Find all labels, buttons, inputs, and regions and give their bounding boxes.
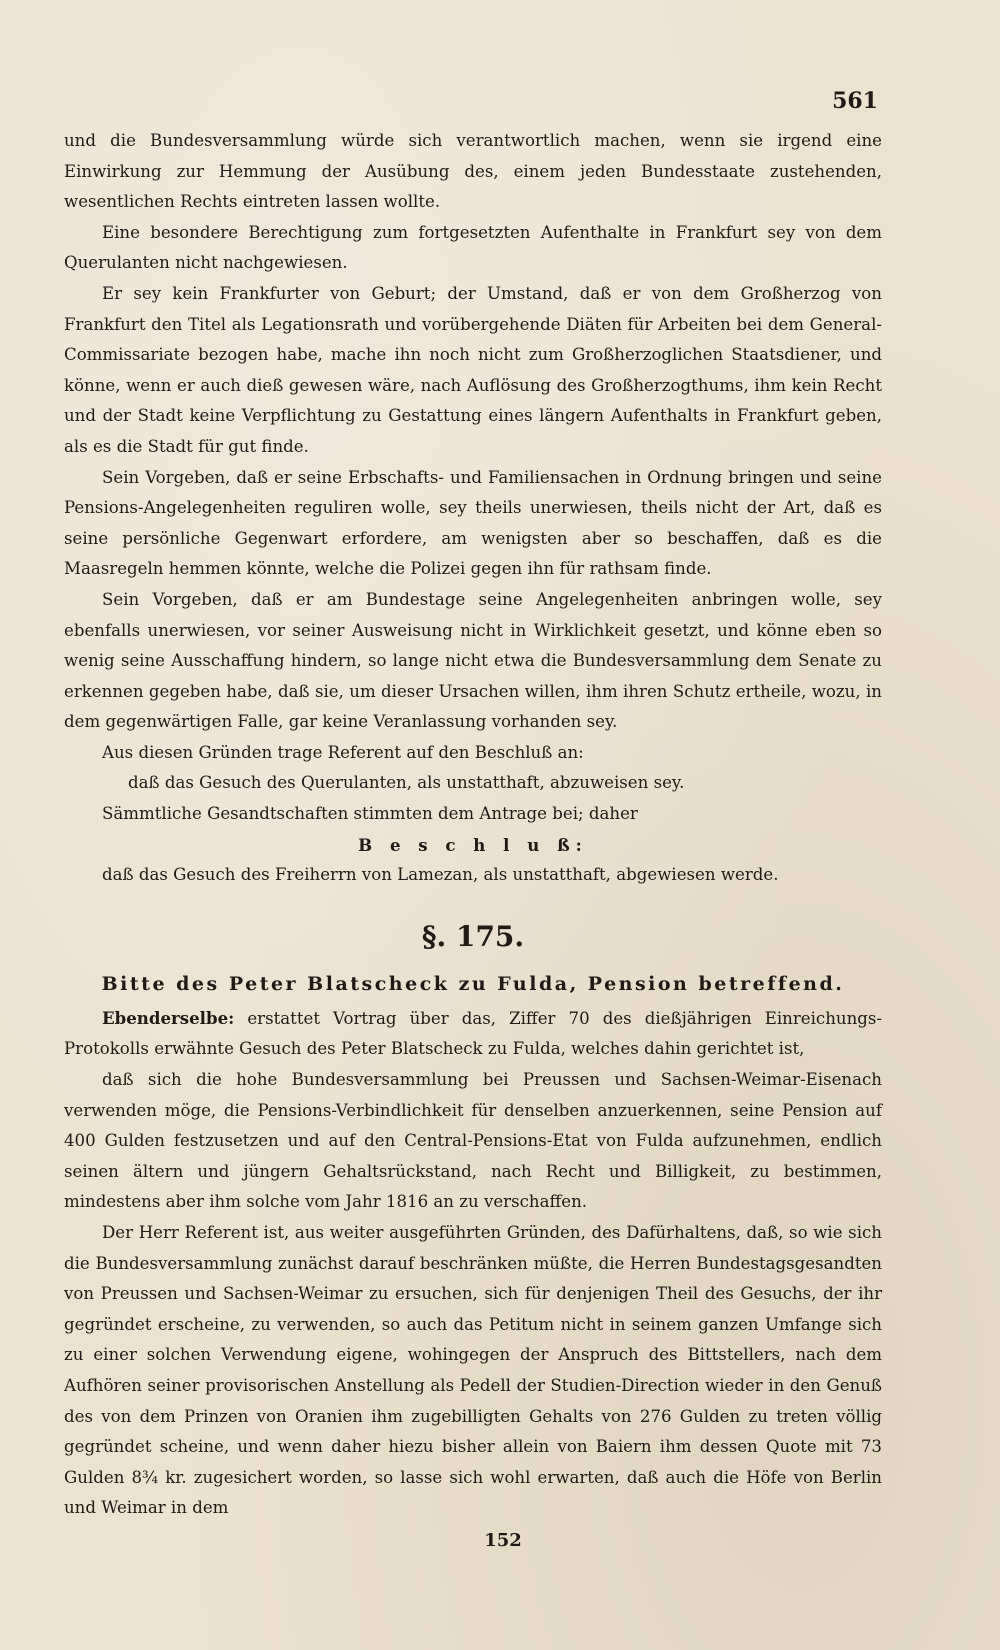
paragraph-text: erstattet Vortrag über das, Ziffer 70 des dießjährigen Einreichungs-Protokolls erwähnte Gesuch des Peter Blatscheck zu Fulda, welches dahin gerichtet ist,: [64, 1008, 882, 1059]
signature-mark: 152: [484, 1529, 522, 1551]
paragraph: Eine besondere Berechtigung zum fortgesetzten Aufenthalte in Frankfurt sey von dem Querulanten nicht nachgewiesen.: [64, 222, 882, 273]
paragraph: [64, 1003, 882, 1065]
paragraph: Sein Vorgeben, daß er seine Erbschafts- und Familiensachen in Ordnung bringen und seine Pensions-Angelegenheiten reguliren wolle, sey theils unerwiesen, theils nicht der Art, daß es seine persönliche Gegenwart erfordere, am wenigsten aber so beschaffen, daß es die Maasregeln hemmen könnte, welche die Polizei gegen ihn für rathsam finde.: [64, 467, 882, 579]
paragraph: Er sey kein Frankfurter von Geburt; der Umstand, daß er von dem Großherzog von Frankfurt den Titel als Legationsrath und vorübergehende Diäten für Arbeiten bei dem General-Commissariate bezogen habe, mache ihn noch nicht zum Großherzoglichen Staatsdiener, und könne, wenn er auch dieß gewesen wäre, nach Auflösung des Großherzogthums, ihm kein Recht und der Stadt keine Verpflichtung zu Gestattung eines längern Aufenthalts in Frankfurt geben, als es die Stadt für gut finde.: [64, 283, 882, 456]
paragraph: daß sich die hohe Bundesversammlung bei Preussen und Sachsen-Weimar-Eisenach verwenden möge, die Pensions-Verbindlichkeit für denselben anzuerkennen, seine Pension auf 400 Gulden festzusetzen und auf den Central-Pensions-Etat von Fulda aufzunehmen, endlich seinen ältern und jüngern Gehaltsrückstand, nach Recht und Billigkeit, zu bestimmen, mindestens aber ihm solche vom Jahr 1816 an zu verschaffen.: [64, 1070, 882, 1212]
section-number: §. 175.: [421, 919, 525, 953]
paragraph: daß das Gesuch des Freiherrn von Lamezan, als unstatthaft, abgewiesen werde.: [102, 865, 779, 885]
paragraph: Sein Vorgeben, daß er am Bundestage seine Angelegenheiten anbringen wolle, sey ebenfalls unerwiesen, vor seiner Ausweisung nicht in Wirklichkeit gesetzt, und könne eben so wenig seine Ausschaffung hindern, so lange nicht etwa die Bundesversammlung dem Senate zu erkennen gegeben habe, daß sie, um dieser Ursachen willen, ihm ihren Schutz ertheile, wozu, in dem gegenwärtigen Falle, gar keine Veranlassung vorhanden sey.: [64, 589, 882, 732]
paragraph: Der Herr Referent ist, aus weiter ausgeführten Gründen, des Dafürhaltens, daß, so wie sich die Bundesversammlung zunächst darauf beschränken müßte, die Herren Bundestagsgesandten von Preussen und Sachsen-Weimar zu ersuchen, sich für denjenigen Theil des Gesuchs, der ihr gegründet erscheine, zu verwenden, so auch das Petitum nicht in seinem ganzen Umfange sich zu einer solchen Verwendung eigene, wohingegen der Anspruch des Bittstellers, nach dem Aufhören seiner provisorischen Anstellung als Pedell der Studien-Direction wieder in den Genuß des von dem Prinzen von Oranien ihm zugebilligten Gehalts von 276 Gulden zu treten völlig gegründet scheine, und wenn daher hiezu bisher allein von Baiern ihm dessen Quote mit 73 Gulden 8¾ kr. zugesichert worden, so lasse sich wohl erwarten, daß auch die Höfe von Berlin und Weimar in dem: [64, 1223, 882, 1518]
page-number: 561: [832, 88, 878, 114]
resolution-heading: B e s c h l u ß:: [358, 834, 588, 855]
section-heading: Bitte des Peter Blatscheck zu Fulda, Pension betreffend.: [101, 972, 845, 995]
paragraph: Sämmtliche Gesandtschaften stimmten dem Antrage bei; daher: [102, 804, 638, 824]
paragraph: Aus diesen Gründen trage Referent auf den Beschluß an:: [102, 742, 584, 762]
speaker-label: Ebenderselbe:: [102, 1007, 235, 1028]
paragraph: und die Bundesversammlung würde sich verantwortlich machen, wenn sie irgend eine Einwirkung zur Hemmung der Ausübung des, einem jeden Bundesstaate zustehenden, wesentlichen Rechts eintreten lassen wollte.: [64, 131, 882, 212]
paragraph: daß das Gesuch des Querulanten, als unstatthaft, abzuweisen sey.: [128, 773, 685, 793]
